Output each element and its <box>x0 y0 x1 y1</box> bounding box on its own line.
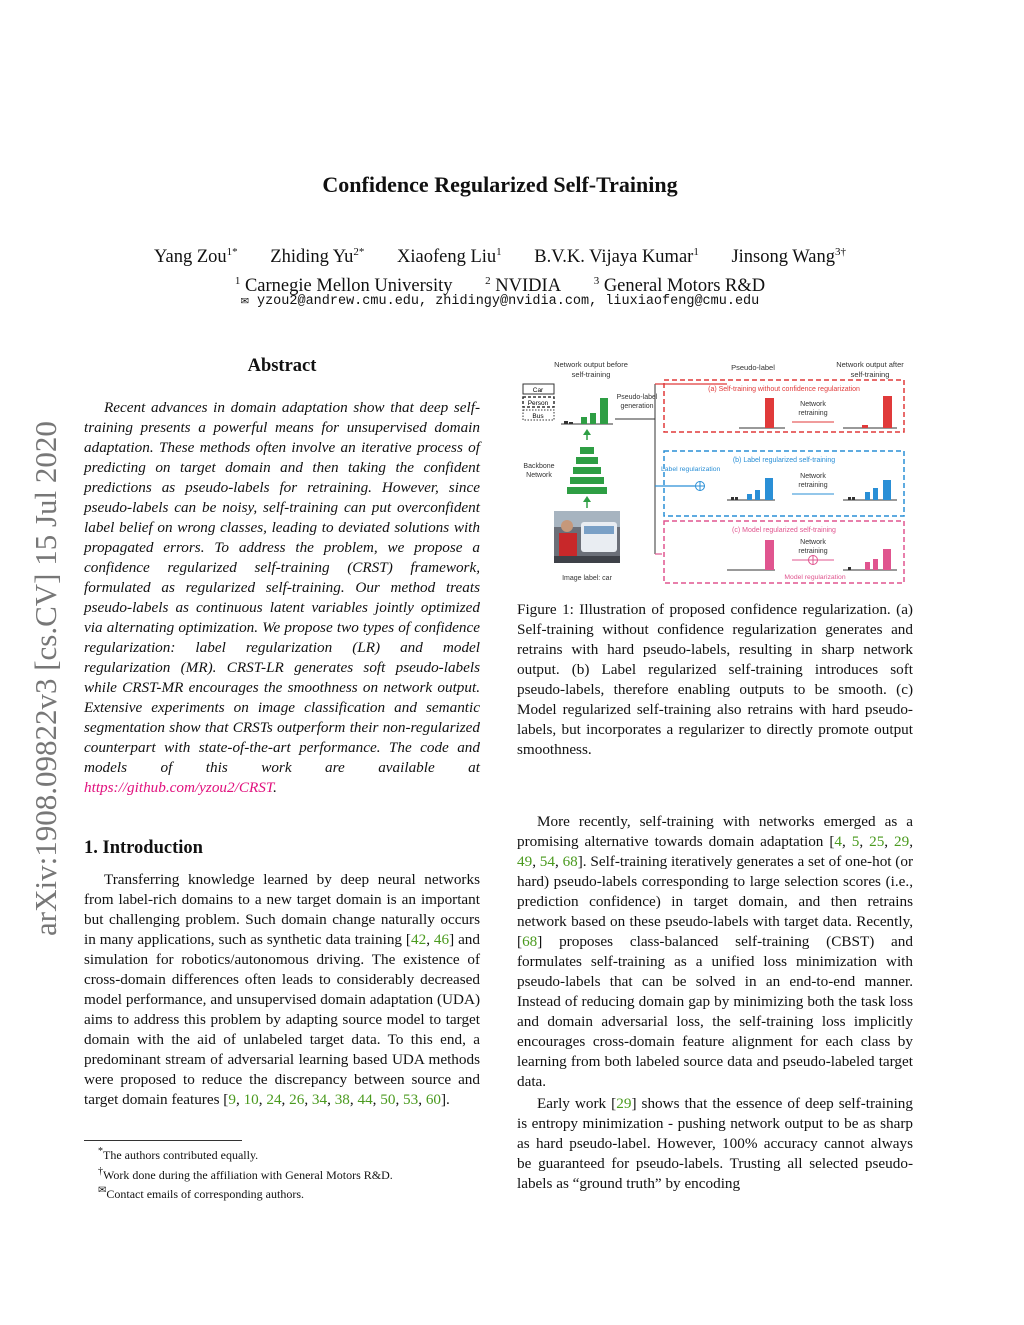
after-bar-c <box>873 559 878 570</box>
after-bar-c <box>883 549 891 570</box>
intro-paragraph-2: More recently, self-training with networks emerged as a promising alternative towards domain adaptation [4, 5, 25, 29, 49, 54, 68]. Self-training iteratively generates a set of one-hot (or hard) pseudo-labels corresponding to large selection scores (i.e., prediction confidence) in target domain, and then retrains network based on these pseudo-labels with target data. Recently, [68] proposes class-balanced self-training (CBST) and formulates self-training as a unified loss minimization with pseudo-labels that can be solved in an end-to-end manner. Instead of reducing domain gap by minimizing both the task loss and domain adversarial loss, the self-training loss implicitly encourages cross-domain feature alignment for each class by learning from both labeled source data and pseudo-labeled target data. <box>517 813 914 1090</box>
panel-b-title: (b) Label regularized self-training <box>732 457 836 464</box>
citation[interactable]: 25 <box>869 833 885 850</box>
arxiv-stamp: arXiv:1908.09822v3 [cs.CV] 15 Jul 2020 <box>28 421 63 936</box>
class-bus: Bus <box>532 413 544 420</box>
affiliation: $^1$ Carnegie Mellon University <box>234 275 453 297</box>
footnote: ✉Contact emails of corresponding authors. <box>98 1185 305 1201</box>
citation[interactable]: 68 <box>522 933 538 950</box>
network-layer <box>567 487 607 494</box>
net-before-label-2: self-training <box>571 370 611 379</box>
before-bar <box>600 398 608 424</box>
panel-a-title: (a) Self-training without confidence regularization <box>708 386 860 393</box>
net-after-label-2: self-training <box>850 370 890 379</box>
introduction-continued <box>517 812 913 1194</box>
email-list[interactable]: yzou2@andrew.cmu.edu, zhidingy@nvidia.com, liuxiaofeng@cmu.edu <box>256 294 760 309</box>
abstract-text: Recent advances in domain adaptation show that deep self-training presents a powerful means for unsupervised domain adaptation. These methods often involve an iterative process of predicting on target domain and then taking the confident predictions as pseudo-labels for retraining. However, since pseudo-labels can be noisy, self-training can put overconfident label belief on wrong classes, leading to deviated solutions with propagated errors. To address the problem, we propose a confidence regularized self-training (CRST) framework, formulated as regularized self-training. Our method treats pseudo-labels as continuous latent variables jointly optimized via alternating optimization. We propose two types of confidence regularization: label regularization (LR) and model regularization (MR). CRST-LR generates soft pseudo-labels while CRST-MR encourages the smoothness on network output. Extensive experiments on image classification and semantic segmentation show that CRSTs outperform their non-regularized counterpart with state-of-the-art performance. The code and models of this work are available at https://github.com/yzou2/CRST. <box>84 399 480 796</box>
introduction-section <box>84 838 480 1110</box>
footnote: *The authors contributed equally. <box>98 1146 259 1162</box>
author: B.V.K. Vijaya Kumar$^1$ <box>534 246 699 268</box>
retrain-b-2: retraining <box>798 482 828 489</box>
citation[interactable]: 68 <box>562 853 578 870</box>
citation[interactable]: 38 <box>334 1091 350 1108</box>
label-reg-label: Label regularization <box>661 466 721 473</box>
model-reg-label: Model regularization <box>784 574 846 581</box>
citation[interactable]: 34 <box>311 1091 328 1108</box>
class-person: Person <box>527 400 549 407</box>
retrain-c-2: retraining <box>798 548 828 555</box>
pl-gen-label-2: generation <box>620 403 654 410</box>
author: Zhiding $Yu^{2*}$ <box>270 246 365 268</box>
citation[interactable]: 42 <box>411 931 427 948</box>
figure-1 <box>517 358 917 590</box>
backbone-label-2: Network <box>526 472 552 479</box>
before-bar <box>569 422 573 424</box>
retrain-b-1: Network <box>800 473 826 480</box>
author: Jinsong Wang$^{3\dagger}$ <box>731 246 846 268</box>
retrain-a-2: retraining <box>798 410 828 417</box>
citation[interactable]: 29 <box>616 1095 632 1112</box>
image-label: Image label: car <box>562 575 612 582</box>
envelope-icon: ✉ <box>240 294 249 309</box>
citation[interactable]: 9 <box>228 1091 236 1108</box>
network-layer <box>570 477 604 484</box>
after-bar-b <box>865 492 870 500</box>
citation[interactable]: 29 <box>894 833 910 850</box>
citation[interactable]: 50 <box>380 1091 396 1108</box>
introduction-heading: 1. Introduction <box>84 838 203 858</box>
retrain-c-1: Network <box>800 539 826 546</box>
pseudo-label-bar-a <box>765 398 774 428</box>
net-after-label-1: Network output after <box>836 360 904 369</box>
author: Yang Zou$^{1*}$ <box>154 246 238 268</box>
before-bar <box>564 421 568 424</box>
citation[interactable]: 4 <box>834 833 842 850</box>
pseudo-label-bar-c <box>765 540 774 570</box>
intro-paragraph-3: Early work [29] shows that the essence of deep self-training is entropy minimization - pushing network output to be as sharp as hard pseudo-label. However, 100% accuracy cannot always be guaranteed for pseudo-labels. Trusting all selected pseudo-labels as “ground truth” by encoding <box>517 1095 913 1192</box>
after-bar-c <box>865 562 870 570</box>
after-bar-b <box>873 488 878 500</box>
citation[interactable]: 53 <box>403 1091 419 1108</box>
affiliation: $^2$ NVIDIA <box>485 275 562 297</box>
citation[interactable]: 44 <box>357 1091 373 1108</box>
footnote: †Work done during the affiliation with General Motors R&D. <box>98 1165 393 1182</box>
pseudo-label-header: Pseudo-label <box>731 363 775 372</box>
email-line <box>0 292 1000 309</box>
code-link[interactable]: https://github.com/yzou2/CRST <box>84 779 274 796</box>
network-layer <box>576 457 598 464</box>
citation[interactable]: 49 <box>517 853 533 870</box>
pseudo-label-bar-b <box>765 478 773 500</box>
intro-paragraph-1: Transferring knowledge learned by deep neural networks from label-rich domains to a new target domain is an important but challenging problem. Such domain change naturally occurs in many applications, such as synthetic data training [42, 46] and simulation for robotics/autonomous driving. The existence of cross-domain differences often leads to considerably decreased model performance, and unsupervised domain adaptation (UDA) aims to address this problem by adapting source model to target domain with the aid of unlabeled target data. To this end, a predominant stream of adversarial learning based UDA methods were proposed to reduce the discrepancy between source and target domain features [9, 10, 24, 26, 34, 38, 44, 50, 53, 60]. <box>84 871 480 1108</box>
citation[interactable]: 54 <box>539 853 555 870</box>
retrain-a-1: Network <box>800 401 826 408</box>
network-layer <box>580 447 594 454</box>
after-bar-a <box>883 396 892 428</box>
author-list <box>0 240 1000 269</box>
panel-c-title: (c) Model regularized self-training <box>732 527 836 534</box>
after-bar-a <box>862 425 868 428</box>
citation[interactable]: 10 <box>243 1091 259 1108</box>
author: Xiaofeng Liu$^1$ <box>397 246 502 268</box>
after-bar-b <box>883 480 891 500</box>
figure-1-diagram <box>517 358 917 590</box>
paper-title: Confidence Regularized Self-Training <box>322 172 678 197</box>
before-bar <box>581 417 587 424</box>
affiliation: $^3$ General Motors R&D <box>593 275 766 297</box>
citation[interactable]: 24 <box>266 1091 282 1108</box>
footnotes <box>84 1140 484 1203</box>
backbone-label-1: Backbone <box>523 463 555 470</box>
abstract-section <box>84 356 480 798</box>
citation[interactable]: 26 <box>289 1091 305 1108</box>
figure-caption: Figure 1: Illustration of proposed confidence regularization. (a) Self-training without confidence regularization generates and retrains with hard pseudo-labels, resulting in sharp network output. (b) Label regularized self-training introduces soft pseudo-labels, therefore enabling outputs to be smooth. (c) Model regularized self-training also retrains with hard pseudo-labels, but incorporates a regularizer to directly promote output smoothness. <box>517 601 913 758</box>
net-before-label-1: Network output before <box>554 360 628 369</box>
citation[interactable]: 60 <box>425 1091 441 1108</box>
pseudo-label-bar-b <box>747 494 752 500</box>
author-block <box>0 240 1000 298</box>
citation[interactable]: 5 <box>851 833 860 850</box>
citation[interactable]: 46 <box>433 931 450 948</box>
before-bar <box>590 413 596 424</box>
pseudo-label-bar-b <box>755 490 760 500</box>
class-car: Car <box>532 387 544 394</box>
pl-gen-label-1: Pseudo-label <box>616 394 658 401</box>
network-layer <box>573 467 601 474</box>
abstract-heading: Abstract <box>247 356 317 376</box>
